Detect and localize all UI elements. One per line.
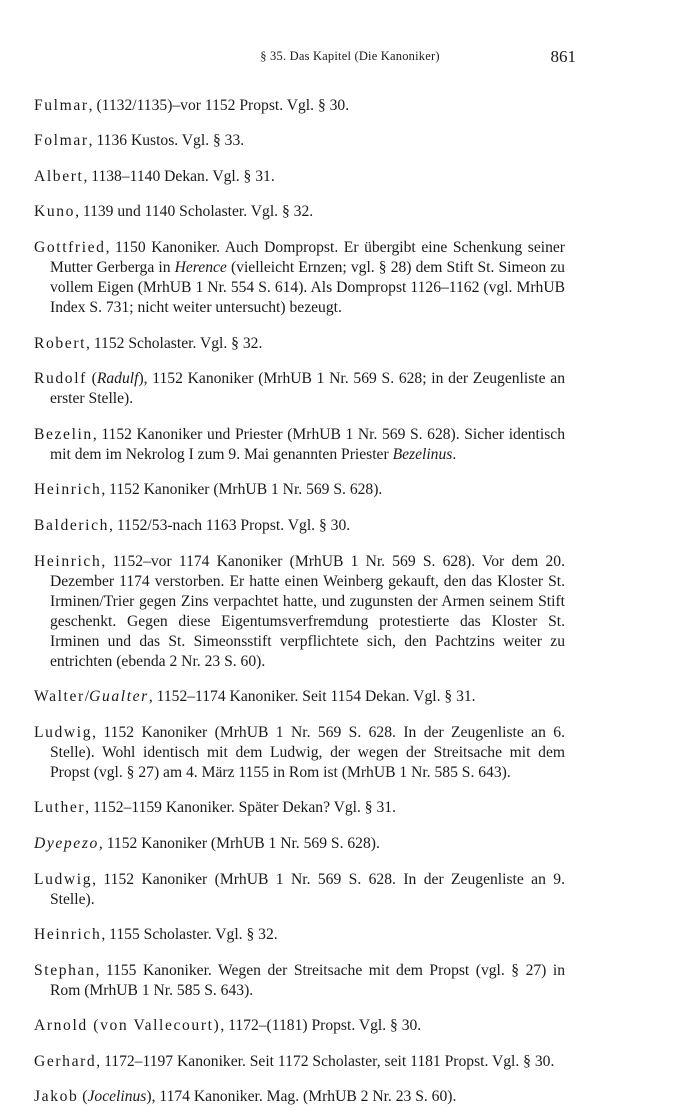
list-item: Rudolf (Radulf), 1152 Kanoniker (MrhUB 1 Nr. 569 S. 628; in der Zeugenliste an erster Stelle). bbox=[34, 370, 566, 408]
entry-text: , 1138–1140 Dekan. Vgl. § 31. bbox=[83, 167, 275, 185]
list-item bbox=[34, 870, 565, 910]
entry-text: . bbox=[452, 445, 457, 463]
entry-text: , 1152 Scholaster. Vgl. § 32. bbox=[86, 334, 263, 352]
entry-text: , 1152 Kanoniker (MrhUB 1 Nr. 569 S. 628). bbox=[101, 481, 383, 499]
entry-text: , 1150 Kanoniker. Auch Dompropst. Er übergibt eine Schenkung seiner Mutter Gerberga in bbox=[50, 238, 565, 276]
entry-name: Bezelin bbox=[34, 425, 93, 443]
list-item bbox=[34, 834, 565, 854]
list-item bbox=[34, 552, 565, 672]
entry-name: Albert bbox=[34, 167, 84, 185]
place-name: Herence bbox=[174, 258, 227, 276]
entry-name: Jakob bbox=[34, 1088, 79, 1106]
list-item bbox=[34, 1052, 565, 1072]
entry-name: Ludwig bbox=[34, 723, 93, 741]
list-item bbox=[34, 516, 565, 536]
entry-text: , 1152 Kanoniker (MrhUB 1 Nr. 569 S. 628; in der Zeugenliste an erster Stelle). bbox=[50, 370, 566, 408]
list-item bbox=[34, 480, 565, 500]
entry-text: , 1152 Kanoniker (MrhUB 1 Nr. 569 S. 628. In der Zeugenliste an 9. Stelle). bbox=[50, 870, 565, 908]
list-item bbox=[34, 1016, 565, 1036]
entry-text: , 1155 Scholaster. Vgl. § 32. bbox=[101, 926, 278, 944]
canon-list bbox=[34, 80, 565, 1113]
name-variant: Bezelinus bbox=[392, 445, 453, 463]
entry-name: Stephan bbox=[34, 961, 96, 979]
entry-name: Heinrich bbox=[34, 926, 102, 944]
entry-text: , 1152 Kanoniker und Priester (MrhUB 1 Nr. 569 S. 628). Sicher identisch mit dem im Nekrolog I zum 9. Mai genannten Priester bbox=[50, 425, 565, 463]
list-item bbox=[34, 167, 565, 187]
entry-text: , 1139 und 1140 Scholaster. Vgl. § 32. bbox=[75, 203, 314, 221]
list-item bbox=[34, 96, 565, 116]
list-item bbox=[34, 961, 565, 1001]
entry-text: , 1172–1197 Kanoniker. Seit 1172 Scholaster, seit 1181 Propst. Vgl. § 30. bbox=[96, 1052, 555, 1070]
entry-name: Ludwig bbox=[34, 870, 93, 888]
entry-name: Balderich bbox=[34, 516, 110, 534]
list-item bbox=[34, 334, 565, 354]
list-item bbox=[34, 131, 565, 151]
running-head-title: § 35. Das Kapitel (Die Kanoniker) bbox=[260, 49, 440, 63]
entry-name: Fulmar bbox=[34, 96, 89, 114]
list-item bbox=[34, 925, 565, 945]
list-item: Jakob (Jocelinus), 1174 Kanoniker. Mag. (MrhUB 2 Nr. 23 S. 60). bbox=[34, 1088, 457, 1106]
entry-text: , 1152 Kanoniker (MrhUB 1 Nr. 569 S. 628). bbox=[98, 834, 380, 852]
entry-name: Arnold (von Vallecourt) bbox=[34, 1017, 221, 1035]
entry-text: , 1152 Kanoniker (MrhUB 1 Nr. 569 S. 628. In der Zeugenliste an 6. Stelle). Wohl identisch mit dem Ludwig, der wegen der Streitsache mit dem Propst (vgl. § 27) am 4. März 1155 in Rom ist (MrhUB 1 Nr. 585 S. 643). bbox=[50, 723, 565, 781]
page-number: 861 bbox=[550, 47, 576, 66]
running-head bbox=[0, 47, 700, 67]
entry-name: Gottfried bbox=[34, 238, 106, 256]
entry-name: Heinrich bbox=[34, 481, 102, 499]
name-variant: Gualter bbox=[89, 688, 149, 706]
entry-name: Gerhard bbox=[34, 1052, 97, 1070]
entry-text: , 1152–1174 Kanoniker. Seit 1154 Dekan. Vgl. § 31. bbox=[148, 688, 476, 706]
entry-text: , 1152–1159 Kanoniker. Später Dekan? Vgl. § 31. bbox=[85, 799, 396, 817]
entry-name: Dyepezo bbox=[34, 834, 99, 852]
entry-text: , 1152–vor 1174 Kanoniker (MrhUB 1 Nr. 569 S. 628). Vor dem 20. Dezember 1174 verstorben. Er hatte einen Weinberg gekauft, den das Kloster St. Irminen/Trier gegen Zins verpachtet hatte, und zugunsten der Armen seinem Stift geschenkt. Gegen diese Eigentumsverfremdung protestierte das Kloster St. Irminen und das St. Simeonsstift verpflichtete sich, den Pachtzins weiter zu entrichten (ebenda 2 Nr. 23 S. 60). bbox=[50, 552, 565, 670]
entry-text: (vielleicht Ernzen; vgl. § 28) dem Stift St. Simeon zu vollem Eigen (MrhUB 1 Nr. 554 S. 614). Als Dompropst 1126–1162 (vgl. MrhUB Index S. 731; nicht weiter untersucht) bezeugt. bbox=[50, 258, 565, 316]
entry-text: , 1152/53-nach 1163 Propst. Vgl. § 30. bbox=[109, 516, 351, 534]
list-item bbox=[34, 238, 565, 318]
entry-text: , 1155 Kanoniker. Wegen der Streitsache mit dem Propst (vgl. § 27) in Rom (MrhUB 1 Nr. 585 S. 643). bbox=[50, 961, 565, 999]
entry-text: , 1172–(1181) Propst. Vgl. § 30. bbox=[220, 1017, 422, 1035]
entry-name: Heinrich bbox=[34, 552, 102, 570]
list-item: Walter/Gualter, 1152–1174 Kanoniker. Seit 1154 Dekan. Vgl. § 31. bbox=[34, 688, 476, 706]
entry-name: Kuno bbox=[34, 203, 76, 221]
name-variant: Jocelinus bbox=[87, 1088, 147, 1106]
entry-name: Walter bbox=[34, 688, 85, 706]
list-item bbox=[34, 798, 565, 818]
entry-name: Folmar bbox=[34, 132, 89, 150]
list-item bbox=[34, 723, 565, 783]
entry-name: Robert bbox=[34, 334, 87, 352]
entry-text: , 1174 Kanoniker. Mag. (MrhUB 2 Nr. 23 S. 60). bbox=[151, 1088, 457, 1106]
entry-name: Luther bbox=[34, 799, 86, 817]
entry-text: , 1136 Kustos. Vgl. § 33. bbox=[88, 132, 245, 150]
list-item bbox=[34, 425, 565, 465]
name-variant: Radulf bbox=[96, 370, 139, 388]
entry-text: , (1132/1135)–vor 1152 Propst. Vgl. § 30. bbox=[88, 96, 350, 114]
list-item bbox=[34, 202, 565, 222]
entry-name: Rudolf bbox=[34, 370, 87, 388]
